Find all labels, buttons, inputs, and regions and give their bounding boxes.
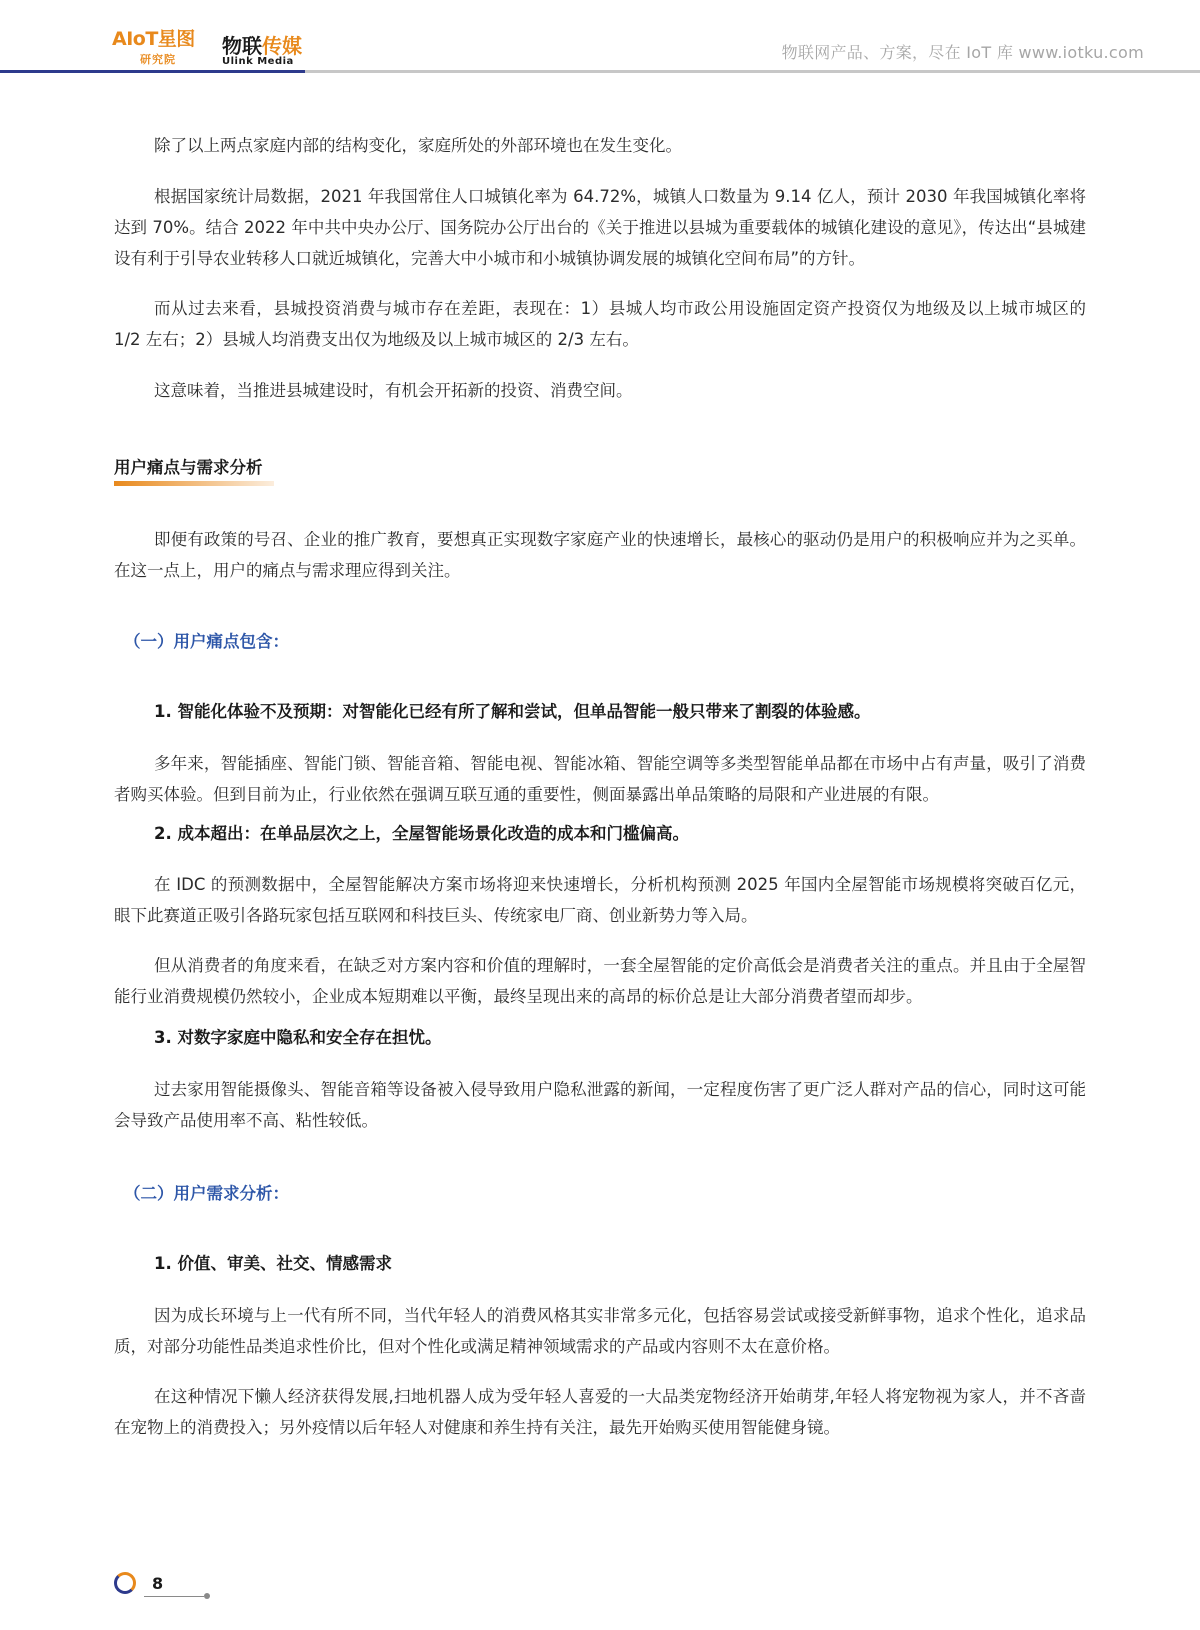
paragraph: 而从过去来看，县城投资消费与城市存在差距，表现在：1）县城人均市政公用设施固定资产投资仅为地级及以上城市城区的 1/2 左右；2）县城人均消费支出仅为地级及以上城市城区的 2/3 左右。 xyxy=(114,299,1086,349)
subsection-title: （二）用户需求分析： xyxy=(124,1184,289,1203)
aiot-logo-sub: 研究院 xyxy=(140,53,176,66)
header-divider xyxy=(0,70,1200,73)
paragraph: 但从消费者的角度来看，在缺乏对方案内容和价值的理解时，一套全屋智能的定价高低会是消费者关注的重点。并且由于全屋智能行业消费规模仍然较小，企业成本短期难以平衡，最终呈现出来的高昂的标价总是让大部分消费者望而却步。 xyxy=(114,956,1086,1006)
aiot-logo xyxy=(112,24,204,68)
ulink-logo-sub: Ulink Media xyxy=(222,56,294,67)
paragraph: 因为成长环境与上一代有所不同，当代年轻人的消费风格其实非常多元化，包括容易尝试或接受新鲜事物，追求个性化，追求品质，对部分功能性品类追求性价比，但对个性化或满足精神领域需求的产品或内容则不太在意价格。 xyxy=(114,1306,1086,1356)
page-header xyxy=(0,0,1200,76)
section-title: 用户痛点与需求分析 xyxy=(114,456,263,480)
section-title-underline xyxy=(114,481,274,486)
page-footer xyxy=(114,1570,234,1606)
paragraph: 除了以上两点家庭内部的结构变化，家庭所处的外部环境也在发生变化。 xyxy=(154,136,682,155)
footer-divider xyxy=(144,1596,204,1597)
header-slogan: 物联网产品、方案，尽在 IoT 库 www.iotku.com xyxy=(781,43,1144,62)
ulink-logo-brand: 物联传媒 xyxy=(222,34,302,58)
subsection-title: （一）用户痛点包含： xyxy=(124,632,289,651)
point-heading: 3. 对数字家庭中隐私和安全存在担忧。 xyxy=(154,1028,442,1047)
paragraph: 即便有政策的号召、企业的推广教育，要想真正实现数字家庭产业的快速增长，最核心的驱动仍是用户的积极响应并为之买单。在这一点上，用户的痛点与需求理应得到关注。 xyxy=(114,530,1086,580)
point-heading: 1. 价值、审美、社交、情感需求 xyxy=(154,1254,392,1273)
paragraph: 这意味着，当推进县城建设时，有机会开拓新的投资、消费空间。 xyxy=(154,381,633,400)
page-number: 8 xyxy=(152,1574,164,1593)
dot-icon xyxy=(204,1593,210,1599)
paragraph: 根据国家统计局数据，2021 年我国常住人口城镇化率为 64.72%，城镇人口数量为 9.14 亿人，预计 2030 年我国城镇化率将达到 70%。结合 2022 年中共中央办公厅、国务院办公厅出台的《关于推进以县城为重要载体的城镇化建设的意见》，传达出“县城建设有利于引导农业转移人口就近城镇化，完善大中小城市和小城镇协调发展的城镇化空间布局”的方针。 xyxy=(114,187,1086,268)
paragraph: 过去家用智能摄像头、智能音箱等设备被入侵导致用户隐私泄露的新闻，一定程度伤害了更广泛人群对产品的信心，同时这可能会导致产品使用率不高、粘性较低。 xyxy=(114,1080,1086,1130)
paragraph: 多年来，智能插座、智能门锁、智能音箱、智能电视、智能冰箱、智能空调等多类型智能单品都在市场中占有声量，吸引了消费者购买体验。但到目前为止，行业依然在强调互联互通的重要性，侧面暴露出单品策略的局限和产业进展的有限。 xyxy=(114,754,1086,804)
point-heading: 2. 成本超出：在单品层次之上，全屋智能场景化改造的成本和门槛偏高。 xyxy=(154,824,689,843)
aiot-logo-brand: AIoT星图 xyxy=(112,28,195,50)
ulink-media-logo xyxy=(222,30,312,70)
paragraph: 在这种情况下懒人经济获得发展,扫地机器人成为受年轻人喜爱的一大品类宠物经济开始萌芽,年轻人将宠物视为家人，并不吝啬在宠物上的消费投入；另外疫情以后年轻人对健康和养生持有关注，最先开始购买使用智能健身镜。 xyxy=(114,1387,1086,1437)
point-heading: 1. 智能化体验不及预期：对智能化已经有所了解和尝试，但单品智能一般只带来了割裂的体验感。 xyxy=(154,702,871,721)
circle-icon xyxy=(114,1572,136,1594)
paragraph: 在 IDC 的预测数据中，全屋智能解决方案市场将迎来快速增长，分析机构预测 2025 年国内全屋智能市场规模将突破百亿元，眼下此赛道正吸引各路玩家包括互联网和科技巨头、传统家电厂商、创业新势力等入局。 xyxy=(114,875,1086,925)
document-body xyxy=(114,130,1086,1443)
